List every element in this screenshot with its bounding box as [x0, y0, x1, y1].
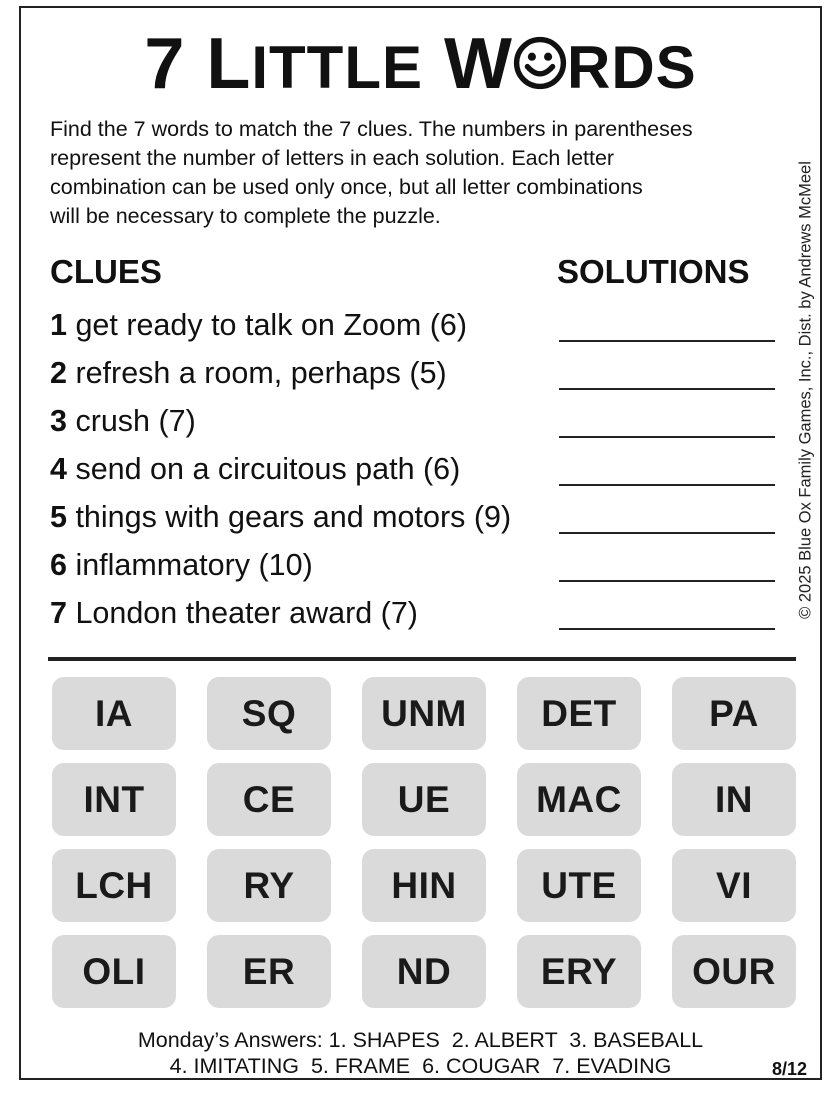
answers-line-1: Monday’s Answers: 1. SHAPES 2. ALBERT 3. BASEBALL — [137, 1028, 704, 1052]
letter-tile[interactable]: PA — [672, 677, 796, 750]
solution-blank-1[interactable] — [559, 340, 775, 342]
solution-blank-5[interactable] — [559, 532, 775, 534]
solution-blank-2[interactable] — [559, 388, 775, 390]
letter-tile[interactable]: INT — [52, 763, 176, 836]
letter-tile[interactable]: HIN — [362, 849, 486, 922]
copyright-credit: © 2025 Blue Ox Family Games, Inc., Dist. by Andrews McMeel — [796, 161, 815, 619]
clue-text: get ready to talk on Zoom (6) — [66, 308, 468, 342]
letter-tile[interactable]: RY — [207, 849, 331, 922]
letter-tile[interactable]: ER — [207, 935, 331, 1008]
letter-tile[interactable]: IA — [52, 677, 176, 750]
clue-3 — [50, 401, 196, 441]
instructions-line: represent the number of letters in each solution. Each letter — [50, 146, 615, 170]
letter-tile[interactable]: VI — [672, 849, 796, 922]
letter-tile[interactable]: SQ — [207, 677, 331, 750]
clue-number: 5 — [50, 500, 67, 534]
letter-tile[interactable]: MAC — [517, 763, 641, 836]
smiley-face-icon — [513, 36, 567, 90]
letter-tile[interactable]: ND — [362, 935, 486, 1008]
clues-heading: CLUES — [50, 253, 162, 290]
letter-tile[interactable]: LCH — [52, 849, 176, 922]
letter-tile[interactable]: OLI — [52, 935, 176, 1008]
clue-number: 7 — [50, 596, 67, 630]
instructions-line: combination can be used only once, but all letter combinations — [50, 175, 643, 199]
letter-tile[interactable]: ERY — [517, 935, 641, 1008]
clue-2 — [50, 353, 447, 393]
clue-1 — [50, 305, 467, 345]
solution-blank-7[interactable] — [559, 628, 775, 630]
letter-tile[interactable]: UTE — [517, 849, 641, 922]
puzzle-title: 7 LITTLE W RDS — [144, 24, 697, 104]
clue-text: send on a circuitous path (6) — [66, 452, 461, 486]
solution-blank-3[interactable] — [559, 436, 775, 438]
answers-line-2: 4. IMITATING 5. FRAME 6. COUGAR 7. EVADING — [169, 1054, 672, 1078]
clue-text: things with gears and motors (9) — [66, 500, 512, 534]
clue-text: inflammatory (10) — [66, 548, 313, 582]
clue-number: 6 — [50, 548, 67, 582]
clue-number: 1 — [50, 308, 67, 342]
instructions-line: will be necessary to complete the puzzle. — [50, 204, 441, 228]
letter-tile[interactable]: CE — [207, 763, 331, 836]
clue-number: 4 — [50, 452, 67, 486]
clue-5 — [50, 497, 511, 537]
clue-number: 2 — [50, 356, 67, 390]
clue-text: London theater award (7) — [66, 596, 418, 630]
solution-blank-4[interactable] — [559, 484, 775, 486]
instructions-line: Find the 7 words to match the 7 clues. The numbers in parentheses — [50, 117, 693, 141]
clue-7 — [50, 593, 418, 633]
puzzle-date: 8/12 — [772, 1059, 808, 1079]
clue-number: 3 — [50, 404, 67, 438]
clue-6 — [50, 545, 313, 585]
previous-answers — [19, 1027, 822, 1079]
clue-4 — [50, 449, 460, 489]
letter-tile[interactable]: IN — [672, 763, 796, 836]
letter-tile[interactable]: OUR — [672, 935, 796, 1008]
divider-line — [48, 657, 796, 661]
solutions-heading: SOLUTIONS — [557, 253, 750, 290]
solution-blank-6[interactable] — [559, 580, 775, 582]
clue-text: crush (7) — [66, 404, 196, 438]
instructions — [50, 115, 800, 231]
letter-tile[interactable]: DET — [517, 677, 641, 750]
letter-tile[interactable]: UNM — [362, 677, 486, 750]
clue-text: refresh a room, perhaps (5) — [66, 356, 447, 390]
letter-tile[interactable]: UE — [362, 763, 486, 836]
